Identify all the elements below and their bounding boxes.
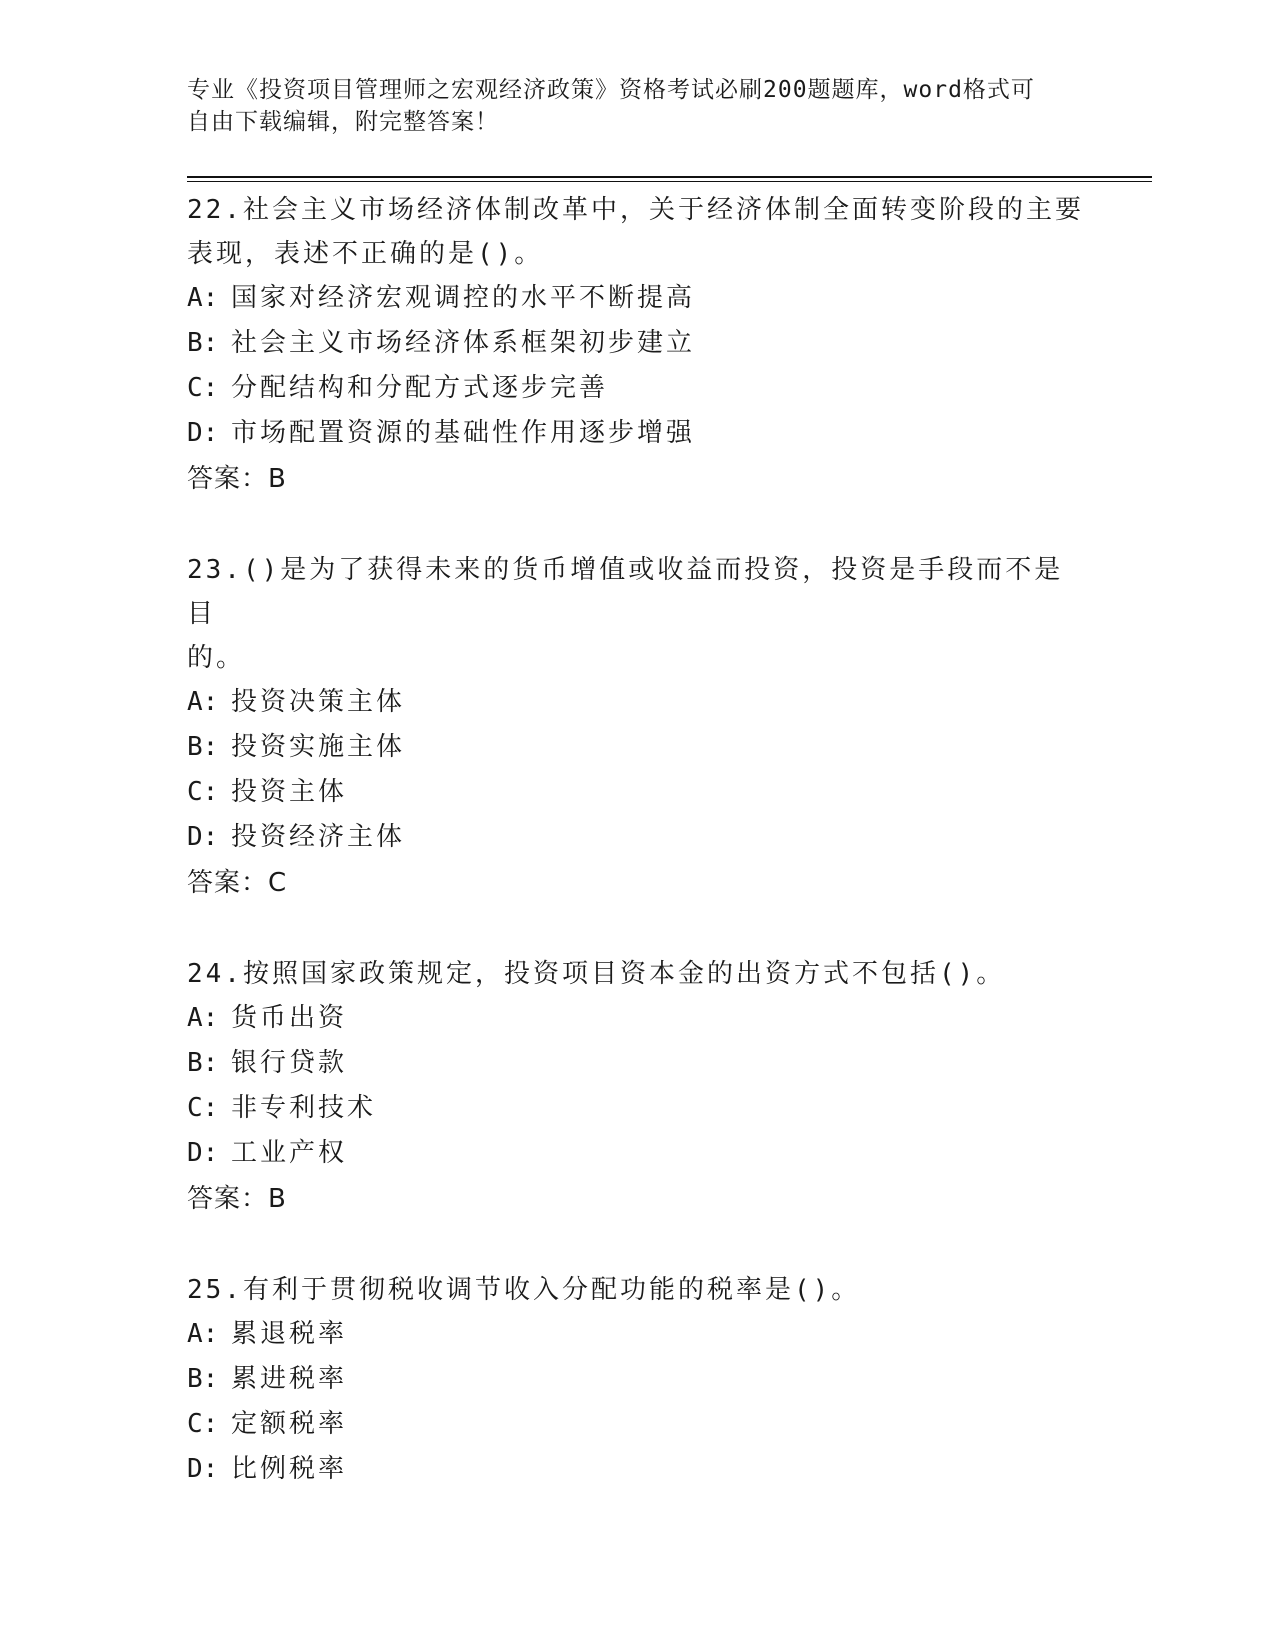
option-text: 国家对经济宏观调控的水平不断提高 bbox=[231, 283, 696, 313]
option-letter: B: bbox=[187, 1364, 219, 1394]
question-stem-line: 的。 bbox=[187, 643, 246, 673]
answer-option bbox=[187, 1447, 1087, 1492]
answer-option bbox=[187, 366, 1087, 411]
option-letter: B: bbox=[187, 328, 219, 358]
header-divider-thick bbox=[187, 176, 1152, 178]
option-text: 投资经济主体 bbox=[231, 822, 406, 852]
answer-label: 答案： bbox=[187, 868, 269, 898]
option-text: 投资实施主体 bbox=[231, 732, 406, 762]
option-text: 市场配置资源的基础性作用逐步增强 bbox=[231, 418, 696, 448]
answer-line bbox=[187, 860, 1087, 906]
option-letter: B: bbox=[187, 732, 219, 762]
option-letter: A: bbox=[187, 1319, 219, 1349]
question-stem-line: 25.有利于贯彻税收调节收入分配功能的税率是()。 bbox=[187, 1275, 861, 1305]
option-text: 非专利技术 bbox=[231, 1093, 377, 1123]
header-line-2: 自由下载编辑，附完整答案！ bbox=[187, 109, 499, 135]
answer-line bbox=[187, 1176, 1087, 1222]
question-list bbox=[187, 188, 1087, 1538]
question-stem-line: 24.按照国家政策规定，投资项目资本金的出资方式不包括()。 bbox=[187, 959, 1006, 989]
question-stem-line: 表现，表述不正确的是()。 bbox=[187, 239, 544, 269]
answer-option bbox=[187, 1086, 1087, 1131]
answer-option bbox=[187, 996, 1087, 1041]
answer-option bbox=[187, 411, 1087, 456]
option-text: 工业产权 bbox=[231, 1138, 348, 1168]
option-text: 投资决策主体 bbox=[231, 687, 406, 717]
question-23 bbox=[187, 548, 1087, 906]
question-24 bbox=[187, 952, 1087, 1222]
option-text: 银行贷款 bbox=[231, 1048, 348, 1078]
option-text: 社会主义市场经济体系框架初步建立 bbox=[231, 328, 696, 358]
option-letter: D: bbox=[187, 1138, 219, 1168]
option-text: 定额税率 bbox=[231, 1409, 348, 1439]
document-header bbox=[187, 74, 1087, 138]
option-letter: A: bbox=[187, 283, 219, 313]
option-text: 比例税率 bbox=[231, 1454, 348, 1484]
answer-option bbox=[187, 815, 1087, 860]
option-letter: B: bbox=[187, 1048, 219, 1078]
option-letter: C: bbox=[187, 1409, 219, 1439]
answer-option bbox=[187, 1131, 1087, 1176]
option-text: 累进税率 bbox=[231, 1364, 348, 1394]
answer-option bbox=[187, 1357, 1087, 1402]
answer-option bbox=[187, 725, 1087, 770]
option-text: 分配结构和分配方式逐步完善 bbox=[231, 373, 609, 403]
option-letter: A: bbox=[187, 687, 219, 717]
header-line-1: 专业《投资项目管理师之宏观经济政策》资格考试必刷200题题库，word格式可 bbox=[187, 77, 1035, 103]
answer-option bbox=[187, 1402, 1087, 1447]
answer-option bbox=[187, 770, 1087, 815]
answer-option bbox=[187, 1312, 1087, 1357]
answer-line bbox=[187, 456, 1087, 502]
option-letter: A: bbox=[187, 1003, 219, 1033]
question-stem-line: 23.()是为了获得未来的货币增值或收益而投资，投资是手段而不是目 bbox=[187, 555, 1064, 629]
answer-label: 答案： bbox=[187, 1184, 269, 1214]
option-letter: C: bbox=[187, 373, 219, 403]
option-letter: D: bbox=[187, 1454, 219, 1484]
question-25 bbox=[187, 1268, 1087, 1492]
option-letter: D: bbox=[187, 822, 219, 852]
question-22 bbox=[187, 188, 1087, 502]
header-divider-thin bbox=[187, 181, 1152, 182]
question-stem-line: 22.社会主义市场经济体制改革中，关于经济体制全面转变阶段的主要 bbox=[187, 195, 1084, 225]
option-letter: C: bbox=[187, 777, 219, 807]
option-text: 累退税率 bbox=[231, 1319, 348, 1349]
answer-option bbox=[187, 1041, 1087, 1086]
answer-option bbox=[187, 321, 1087, 366]
answer-label: 答案： bbox=[187, 464, 269, 494]
option-letter: C: bbox=[187, 1093, 219, 1123]
option-text: 投资主体 bbox=[231, 777, 348, 807]
option-text: 货币出资 bbox=[231, 1003, 348, 1033]
answer-option bbox=[187, 680, 1087, 725]
answer-value: B bbox=[268, 464, 287, 494]
answer-value: C bbox=[268, 868, 288, 898]
answer-option bbox=[187, 276, 1087, 321]
answer-value: B bbox=[268, 1184, 287, 1214]
option-letter: D: bbox=[187, 418, 219, 448]
